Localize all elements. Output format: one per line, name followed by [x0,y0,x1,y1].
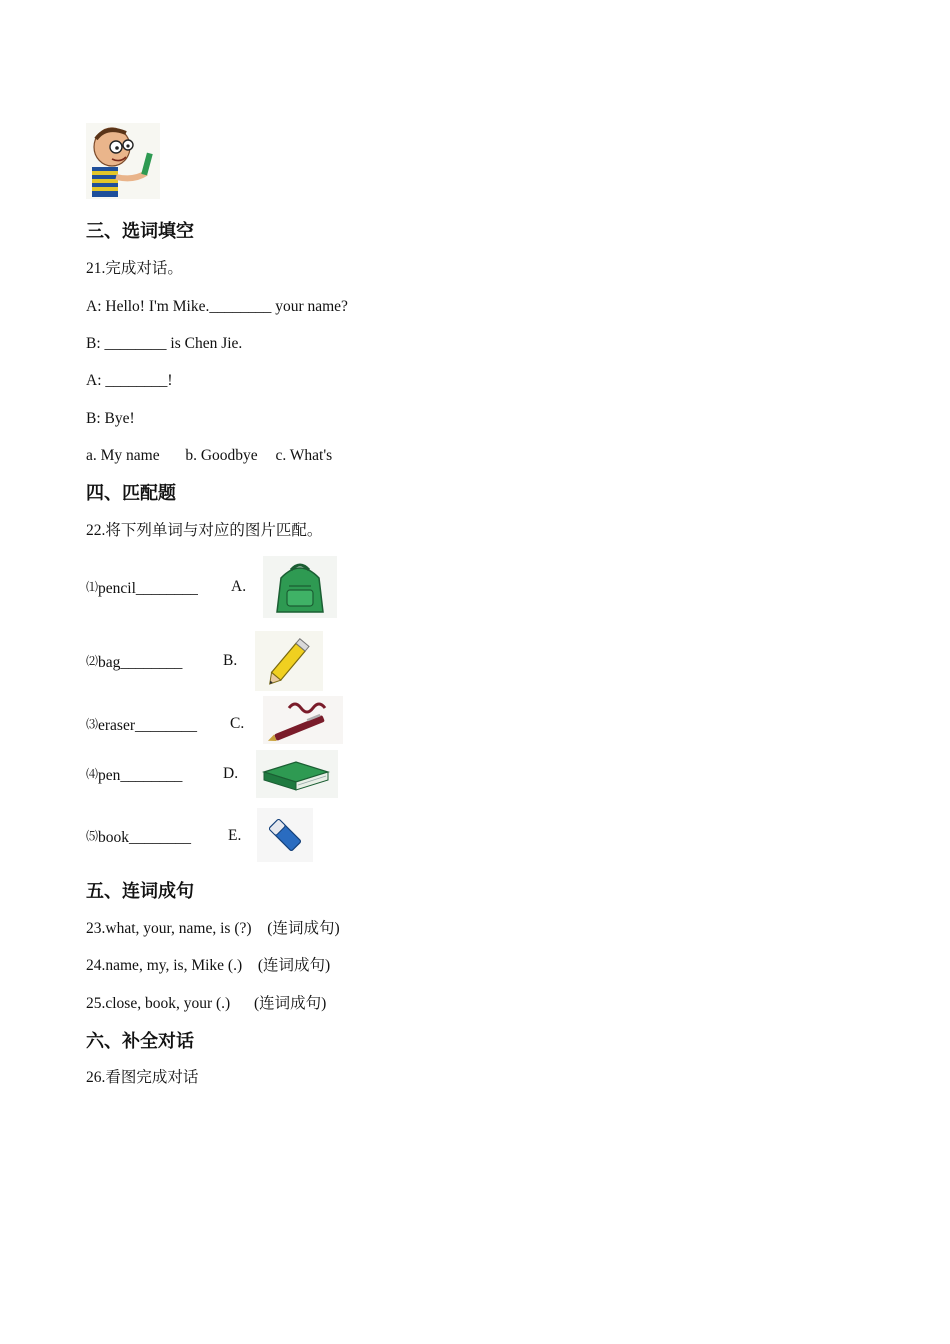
q21-option-b: b. Goodbye [185,447,258,464]
q24 [86,956,330,976]
q26-prompt: 26.看图完成对话 [86,1069,199,1086]
match-item-5 [86,826,191,848]
q25-note: (连词成句) [253,995,327,1012]
q23-note: (连词成句) [267,920,340,937]
q21-options [86,446,332,466]
match-item-word: pen________ [98,767,183,784]
book-icon [256,750,338,798]
match-item-word: bag________ [98,654,183,671]
q21-line-4: B: Bye! [86,410,135,427]
q21-line-2: B: ________ is Chen Jie. [86,335,243,352]
q23 [86,919,340,939]
match-item-number: ⑷ [86,767,99,781]
pen-icon [263,696,343,744]
match-item-word: pencil________ [98,580,198,597]
match-letter-b: B. [223,652,238,669]
eraser-icon [257,808,313,862]
match-letter-a: A. [231,578,247,595]
q21-prompt: 21.完成对话。 [86,260,183,277]
section-5-heading: 五、连词成句 [86,881,194,902]
section-6-heading: 六、补全对话 [86,1031,194,1052]
boy-illustration [86,123,160,199]
q21-option-c: c. What's [275,447,333,464]
match-item-number: ⑵ [86,654,99,668]
match-item-2 [86,651,182,673]
q24-note: (连词成句) [257,957,331,974]
match-letter-d: D. [223,765,239,782]
match-item-1 [86,577,198,599]
match-item-number: ⑶ [86,717,99,731]
match-item-word: book________ [98,829,192,846]
q21-line-3: A: ________! [86,372,173,389]
q23-text: 23.what, your, name, is (?) [86,920,252,937]
q25 [86,994,326,1014]
q22-prompt: 22.将下列单词与对应的图片匹配。 [86,522,323,539]
match-item-word: eraser________ [98,717,198,734]
match-item-4 [86,764,182,786]
match-item-number: ⑸ [86,829,99,843]
match-item-number: ⑴ [86,580,99,594]
q21-option-a: a. My name [86,447,160,464]
match-item-3 [86,714,197,736]
section-4-heading: 四、匹配题 [86,483,176,504]
backpack-icon [263,556,337,618]
match-letter-c: C. [230,715,245,732]
q24-text: 24.name, my, is, Mike (.) [86,957,243,974]
section-3-heading: 三、选词填空 [86,221,194,242]
q21-line-1: A: Hello! I'm Mike.________ your name? [86,298,348,315]
match-letter-e: E. [228,827,242,844]
pencil-icon [255,631,323,691]
q25-text: 25.close, book, your (.) [86,995,231,1012]
